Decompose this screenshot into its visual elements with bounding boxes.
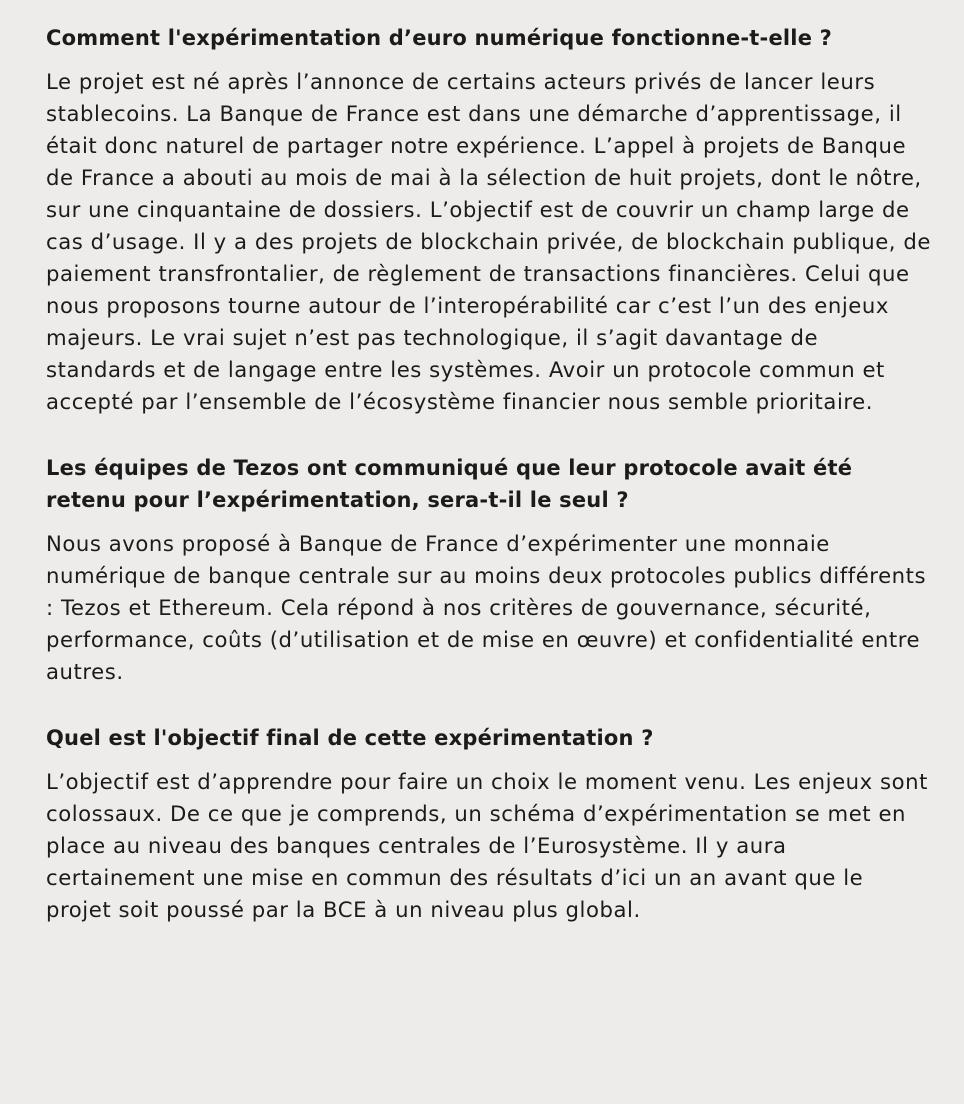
question-heading: Comment l'expérimentation d’euro numérique fonctionne-t-elle ?	[46, 26, 833, 50]
answer-paragraph: Le projet est né après l’annonce de certains acteurs privés de lancer leurs stablecoins. La Banque de France est dans une démarche d’apprentissage, il était donc naturel de partager notre expérience. L’appel à projets de Banque de France a abouti au mois de mai à la sélection de huit projets, dont le nôtre, sur une cinquantaine de dossiers. L’objectif est de couvrir un champ large de cas d’usage. Il y a des projets de blockchain privée, de blockchain publique, de paiement transfrontalier, de règlement de transactions financières. Celui que nous proposons tourne autour de l’interopérabilité car c’est l’un des enjeux majeurs. Le vrai sujet n’est pas technologique, il s’agit davantage de standards et de langage entre les systèmes. Avoir un protocole commun et accepté par l’ensemble de l’écosystème financier nous semble prioritaire.	[46, 69, 931, 414]
qa-section-1	[46, 22, 934, 418]
question-heading: Les équipes de Tezos ont communiqué que leur protocole avait été retenu pour l’expérimentation, sera-t-il le seul ?	[46, 456, 853, 512]
answer-paragraph: Nous avons proposé à Banque de France d’expérimenter une monnaie numérique de banque centrale sur au moins deux protocoles publics différents : Tezos et Ethereum. Cela répond à nos critères de gouvernance, sécurité, performance, coûts (d’utilisation et de mise en œuvre) et confidentialité entre autres.	[46, 531, 927, 684]
answer-paragraph: L’objectif est d’apprendre pour faire un choix le moment venu. Les enjeux sont colossaux. De ce que je comprends, un schéma d’expérimentation se met en place au niveau des banques centrales de l’Eurosystème. Il y aura certainement une mise en commun des résultats d’ici un an avant que le projet soit poussé par la BCE à un niveau plus global.	[46, 769, 928, 922]
qa-section-3	[46, 722, 934, 926]
qa-section-2	[46, 452, 934, 688]
question-heading: Quel est l'objectif final de cette expérimentation ?	[46, 726, 654, 750]
